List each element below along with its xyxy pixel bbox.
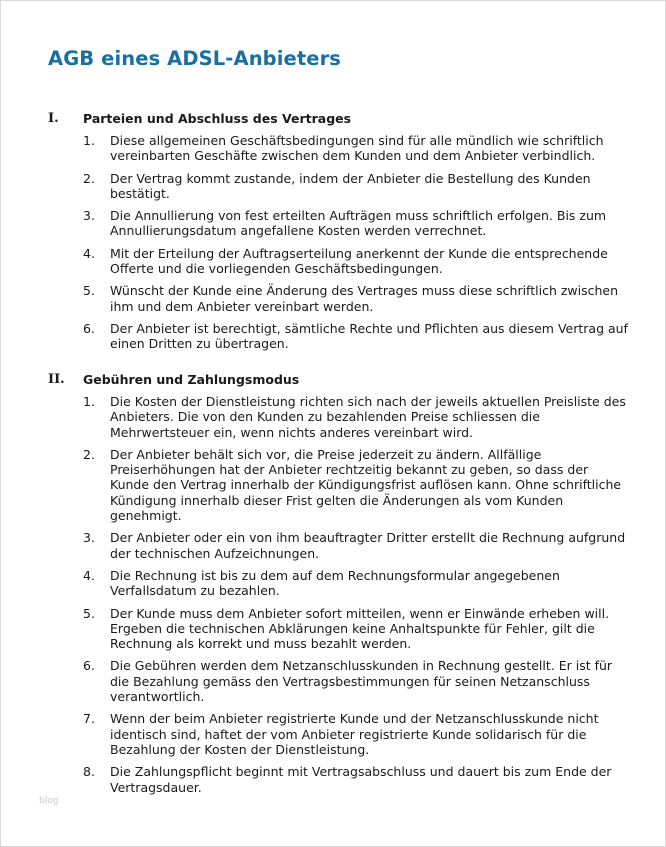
section-number: II. xyxy=(48,372,65,387)
clause-text-line: Bezahlung der Kosten der Dienstleistung. xyxy=(110,741,370,757)
clause-list xyxy=(1,133,665,352)
clause-text-line: Die Rechnung ist bis zu dem auf dem Rechnungsformular angegebenen xyxy=(110,567,560,583)
clause-text-line: Diese allgemeinen Geschäftsbedingungen sind für alle mündlich wie schriftlich xyxy=(110,133,604,148)
section-title: Parteien und Abschluss des Vertrages xyxy=(83,111,352,126)
clause-number: 7. xyxy=(83,711,95,727)
clause-text-line: Die Gebühren werden dem Netzanschlusskunden in Rechnung gestellt. Er ist für xyxy=(110,658,613,674)
clause-number: 5. xyxy=(83,605,95,621)
clause-number: 1. xyxy=(83,394,95,409)
clause-text-line: ihm und dem Anbieter vereinbart werden. xyxy=(110,298,374,314)
clause-item xyxy=(1,764,665,795)
clause-text-line: Kunde den Vertrag innerhalb der Kündigungsfrist auflösen kann. Ohne schriftliche xyxy=(110,477,622,493)
section-parteien xyxy=(1,111,665,359)
section-heading xyxy=(1,372,665,394)
clause-number: 3. xyxy=(83,208,95,224)
clause-text-line: Wenn der beim Anbieter registrierte Kunde und der Netzanschlusskunde nicht xyxy=(110,711,599,727)
clause-item xyxy=(1,283,665,314)
clause-text xyxy=(110,530,630,561)
clause-text-line: Vertragsdauer. xyxy=(110,779,202,795)
clause-number: 6. xyxy=(83,320,95,336)
clause-text xyxy=(110,283,630,314)
clause-text xyxy=(110,321,630,352)
clause-text-line: bestätigt. xyxy=(110,185,170,201)
clause-item xyxy=(1,171,665,202)
clause-number: 2. xyxy=(83,170,95,186)
clause-number: 8. xyxy=(83,764,95,780)
clause-text xyxy=(110,711,630,757)
clause-text xyxy=(110,246,630,277)
clause-item xyxy=(1,711,665,757)
watermark: blog xyxy=(39,796,59,806)
clause-text-line: Die Zahlungspflicht beginnt mit Vertragsabschluss und dauert bis zum Ende der xyxy=(110,764,612,780)
clause-text xyxy=(110,447,630,523)
clause-text-line: Die Kosten der Dienstleistung richten sich nach der jeweils aktuellen Preisliste des xyxy=(110,394,626,409)
section-heading xyxy=(1,111,665,133)
clause-text-line: Die Annullierung von fest erteilten Aufträgen muss schriftlich erfolgen. Bis zum xyxy=(110,208,607,224)
clause-text xyxy=(110,133,630,164)
document-title: AGB eines ADSL-Anbieters xyxy=(48,47,342,70)
clause-list xyxy=(1,394,665,795)
clause-text-line: Offerte und die vorliegenden Geschäftsbedingungen. xyxy=(110,261,443,277)
clause-text xyxy=(110,764,630,795)
clause-text-line: Preiserhöhungen hat der Anbieter rechtzeitig bekannt zu geben, so dass der xyxy=(110,462,589,478)
clause-text xyxy=(110,658,630,704)
clause-text-line: Kündigung innerhalb dieser Frist gelten die Änderungen als vom Kunden xyxy=(110,492,564,508)
clause-text xyxy=(110,208,630,239)
clause-text-line: Mit der Erteilung der Auftragserteilung anerkennt der Kunde die entsprechende xyxy=(110,245,608,261)
clause-text-line: Der Kunde muss dem Anbieter sofort mitteilen, wenn er Einwände erheben will. xyxy=(110,605,610,621)
clause-number: 4. xyxy=(83,567,95,583)
clause-text-line: der technischen Aufzeichnungen. xyxy=(110,545,320,561)
clause-text-line: vereinbarten Geschäfte zwischen dem Kunden und dem Anbieter verbindlich. xyxy=(110,148,596,164)
clause-text-line: identisch sind, haftet der vom Anbieter registrierte Kunde solidarisch für die xyxy=(110,726,587,742)
clause-text-line: Rechnung als korrekt und muss bezahlt werden. xyxy=(110,636,412,652)
clause-text-line: genehmigt. xyxy=(110,508,182,524)
clause-item xyxy=(1,568,665,599)
clause-item xyxy=(1,530,665,561)
clause-item xyxy=(1,133,665,164)
clause-text-line: Verfallsdatum zu bezahlen. xyxy=(110,583,280,599)
section-gebuehren xyxy=(1,372,665,802)
clause-item xyxy=(1,208,665,239)
clause-text-line: Der Anbieter oder ein von ihm beauftragter Dritter erstellt die Rechnung aufgrund xyxy=(110,530,626,546)
clause-item xyxy=(1,606,665,652)
clause-text xyxy=(110,394,630,440)
clause-number: 5. xyxy=(83,283,95,299)
clause-item xyxy=(1,447,665,523)
clause-text xyxy=(110,606,630,652)
section-number: I. xyxy=(48,111,59,126)
clause-text xyxy=(110,568,630,599)
clause-text-line: Der Anbieter behält sich vor, die Preise jederzeit zu ändern. Allfällige xyxy=(110,446,542,462)
clause-item xyxy=(1,394,665,440)
clause-text-line: verantwortlich. xyxy=(110,689,205,705)
clause-text-line: einen Dritten zu übertragen. xyxy=(110,336,289,352)
clause-item xyxy=(1,658,665,704)
clause-text-line: Der Vertrag kommt zustande, indem der Anbieter die Bestellung des Kunden xyxy=(110,170,591,186)
clause-number: 3. xyxy=(83,530,95,546)
clause-text-line: Annullierungsdatum angefallene Kosten werden verrechnet. xyxy=(110,223,487,239)
clause-number: 4. xyxy=(83,245,95,261)
clause-text-line: Wünscht der Kunde eine Änderung des Vertrages muss diese schriftlich zwischen xyxy=(110,283,619,299)
clause-text xyxy=(110,171,630,202)
clause-number: 6. xyxy=(83,658,95,674)
clause-number: 2. xyxy=(83,446,95,462)
clause-text-line: Mehrwertsteuer ein, wenn nichts anderes vereinbart wird. xyxy=(110,424,474,440)
clause-item xyxy=(1,321,665,352)
clause-item xyxy=(1,246,665,277)
clause-text-line: Der Anbieter ist berechtigt, sämtliche Rechte und Pflichten aus diesem Vertrag auf xyxy=(110,320,628,336)
section-title: Gebühren und Zahlungsmodus xyxy=(83,372,300,387)
clause-number: 1. xyxy=(83,133,95,148)
clause-text-line: Ergeben die technischen Abklärungen keine Anhaltspunkte für Fehler, gilt die xyxy=(110,620,595,636)
clause-text-line: Anbieters. Die von den Kunden zu bezahlenden Preise schliessen die xyxy=(110,409,540,425)
clause-text-line: die Bezahlung gemäss den Vertragsbestimmungen für seinen Netzanschluss xyxy=(110,673,590,689)
